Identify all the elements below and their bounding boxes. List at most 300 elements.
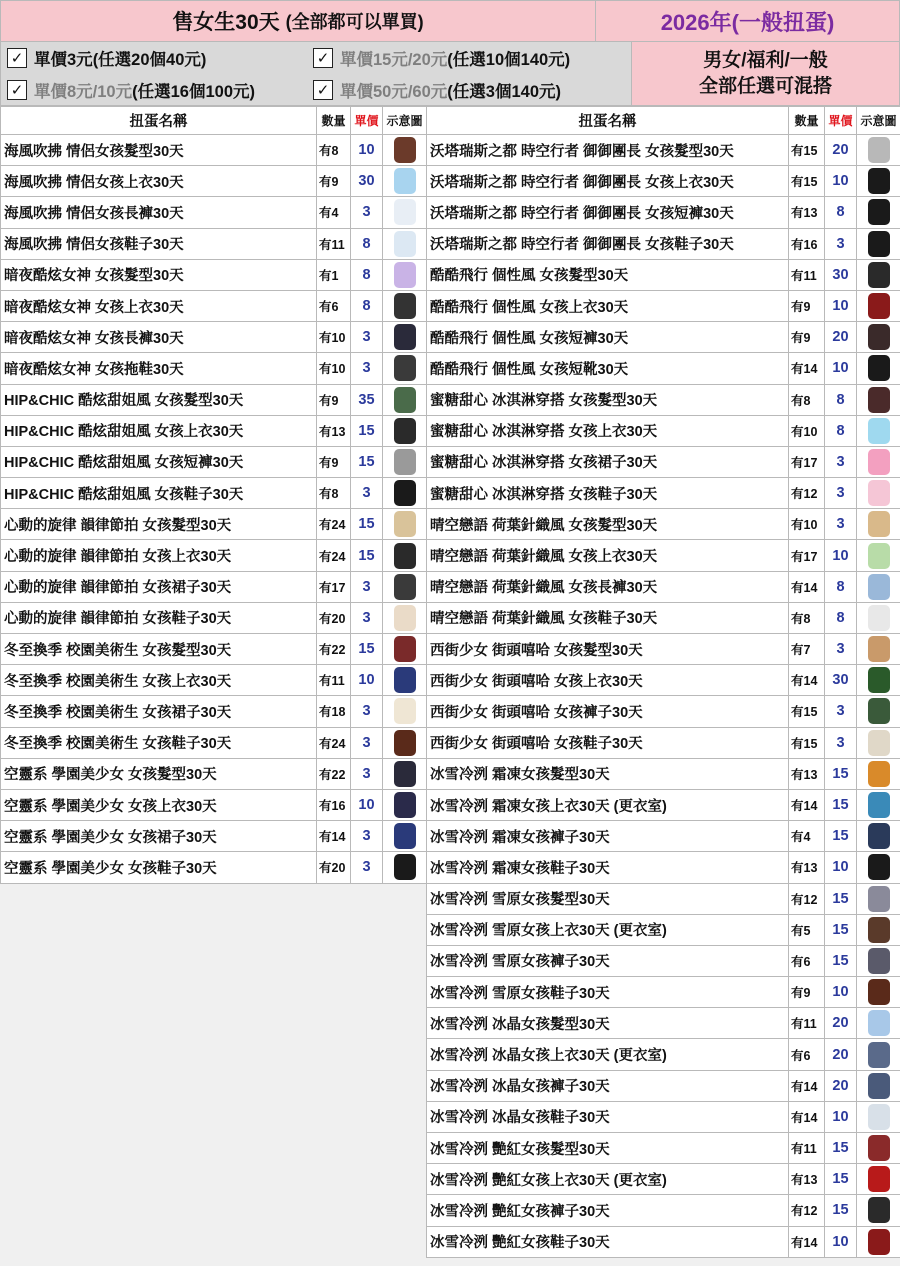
top-icon xyxy=(868,667,890,693)
table-row xyxy=(427,571,900,602)
right-product-table xyxy=(426,106,900,1258)
product-price: 15 xyxy=(825,1133,857,1164)
product-name: 冬至換季 校園美術生 女孩裙子30天 xyxy=(1,696,317,727)
product-price: 10 xyxy=(825,852,857,883)
product-image-cell xyxy=(383,758,427,789)
product-name: 空靈系 學園美少女 女孩上衣30天 xyxy=(1,789,317,820)
price-section xyxy=(0,42,900,106)
product-image-cell xyxy=(857,602,900,633)
product-price: 8 xyxy=(825,602,857,633)
shoes-icon xyxy=(394,605,416,631)
column-header-image: 示意圖 xyxy=(857,107,900,135)
product-qty: 有14 xyxy=(789,1101,825,1132)
product-name: 西街少女 街頭嘻哈 女孩褲子30天 xyxy=(427,696,789,727)
top-icon xyxy=(868,418,890,444)
product-name: HIP&CHIC 酷炫甜姐風 女孩髮型30天 xyxy=(1,384,317,415)
product-name: HIP&CHIC 酷炫甜姐風 女孩上衣30天 xyxy=(1,415,317,446)
shoes-icon xyxy=(868,231,890,257)
table-row xyxy=(427,1164,900,1195)
product-price: 10 xyxy=(825,353,857,384)
product-image-cell xyxy=(383,228,427,259)
shoes-icon xyxy=(394,854,416,880)
product-qty: 有15 xyxy=(789,696,825,727)
checkbox-icon[interactable]: ✓ xyxy=(313,48,333,68)
table-row xyxy=(427,446,900,477)
table-row xyxy=(427,852,900,883)
top-icon xyxy=(868,792,890,818)
product-price: 3 xyxy=(825,727,857,758)
hairstyle-icon xyxy=(394,636,416,662)
product-name: 晴空戀語 荷葉針織風 女孩髮型30天 xyxy=(427,509,789,540)
table-row xyxy=(427,1070,900,1101)
product-qty: 有11 xyxy=(789,1008,825,1039)
table-row xyxy=(1,727,427,758)
product-price: 3 xyxy=(351,758,383,789)
table-row xyxy=(1,540,427,571)
price-option[interactable] xyxy=(1,42,307,74)
top-icon xyxy=(868,1166,890,1192)
hairstyle-icon xyxy=(868,387,890,413)
product-name: 蜜糖甜心 冰淇淋穿搭 女孩鞋子30天 xyxy=(427,478,789,509)
product-price: 20 xyxy=(825,1070,857,1101)
product-image-cell xyxy=(857,540,900,571)
pants-icon xyxy=(868,1197,890,1223)
product-name: 沃塔瑞斯之都 時空行者 御御團長 女孩上衣30天 xyxy=(427,166,789,197)
product-price: 3 xyxy=(825,634,857,665)
shoes-icon xyxy=(868,605,890,631)
shoes-icon xyxy=(394,231,416,257)
product-qty: 有13 xyxy=(789,197,825,228)
product-qty: 有15 xyxy=(789,166,825,197)
product-qty: 有12 xyxy=(789,1195,825,1226)
product-name: HIP&CHIC 酷炫甜姐風 女孩短褲30天 xyxy=(1,446,317,477)
table-row xyxy=(1,509,427,540)
product-price: 3 xyxy=(825,478,857,509)
table-row xyxy=(427,135,900,166)
price-option[interactable] xyxy=(307,42,633,74)
price-option-label: 單價50元/60元 xyxy=(340,83,448,101)
product-image-cell xyxy=(383,290,427,321)
price-option-label: 單價8元/10元 xyxy=(34,83,133,101)
price-option-detail: (任選3個140元) xyxy=(447,83,561,101)
product-name: 海風吹拂 情侶女孩長褲30天 xyxy=(1,197,317,228)
price-option-detail: (任選20個40元) xyxy=(92,51,207,69)
shoes-icon xyxy=(868,480,890,506)
table-row xyxy=(427,1101,900,1132)
table-row xyxy=(1,602,427,633)
table-row xyxy=(427,789,900,820)
product-qty: 有20 xyxy=(317,602,351,633)
product-qty: 有13 xyxy=(317,415,351,446)
table-row xyxy=(1,821,427,852)
shorts-icon xyxy=(394,449,416,475)
hairstyle-icon xyxy=(394,761,416,787)
hairstyle-icon xyxy=(868,886,890,912)
product-image-cell xyxy=(857,259,900,290)
hairstyle-icon xyxy=(868,1010,890,1036)
table-row xyxy=(427,166,900,197)
product-image-cell xyxy=(857,727,900,758)
hairstyle-icon xyxy=(868,137,890,163)
top-icon xyxy=(868,168,890,194)
product-qty: 有24 xyxy=(317,727,351,758)
product-name: 冰雪冷洌 雪原女孩褲子30天 xyxy=(427,945,789,976)
product-qty: 有14 xyxy=(789,1226,825,1257)
table-row xyxy=(1,322,427,353)
product-name: 冰雪冷洌 霜凍女孩髮型30天 xyxy=(427,758,789,789)
product-name: 心動的旋律 韻律節拍 女孩鞋子30天 xyxy=(1,602,317,633)
product-image-cell xyxy=(383,665,427,696)
product-price: 8 xyxy=(825,415,857,446)
table-row xyxy=(1,634,427,665)
hairstyle-icon xyxy=(868,511,890,537)
product-name: 海風吹拂 情侶女孩上衣30天 xyxy=(1,166,317,197)
product-qty: 有24 xyxy=(317,509,351,540)
product-price: 20 xyxy=(825,1008,857,1039)
product-qty: 有14 xyxy=(789,789,825,820)
product-price: 15 xyxy=(825,945,857,976)
product-price: 10 xyxy=(825,977,857,1008)
product-price: 15 xyxy=(351,540,383,571)
product-image-cell xyxy=(383,197,427,228)
product-price: 30 xyxy=(825,665,857,696)
table-header-row xyxy=(427,107,900,135)
product-qty: 有17 xyxy=(789,540,825,571)
product-image-cell xyxy=(857,135,900,166)
table-row xyxy=(1,415,427,446)
table-row xyxy=(427,228,900,259)
top-icon xyxy=(868,1042,890,1068)
product-qty: 有9 xyxy=(317,446,351,477)
table-row xyxy=(1,789,427,820)
product-price: 3 xyxy=(351,602,383,633)
product-qty: 有8 xyxy=(789,602,825,633)
product-image-cell xyxy=(383,446,427,477)
product-image-cell xyxy=(383,821,427,852)
product-price: 10 xyxy=(351,789,383,820)
product-qty: 有8 xyxy=(317,135,351,166)
pants-icon xyxy=(868,823,890,849)
note-line-2: 全部任選可混搭 xyxy=(698,75,832,97)
product-name: 沃塔瑞斯之都 時空行者 御御團長 女孩髮型30天 xyxy=(427,135,789,166)
table-row xyxy=(427,1008,900,1039)
column-header-qty: 數量 xyxy=(317,107,351,135)
product-image-cell xyxy=(383,509,427,540)
product-image-cell xyxy=(383,602,427,633)
boots-icon xyxy=(868,355,890,381)
product-price: 20 xyxy=(825,1039,857,1070)
product-qty: 有7 xyxy=(789,634,825,665)
table-row xyxy=(1,166,427,197)
top-icon xyxy=(868,917,890,943)
product-name: 酷酷飛行 個性風 女孩上衣30天 xyxy=(427,290,789,321)
table-row xyxy=(427,1133,900,1164)
title-subtitle: (全部都可以單買) xyxy=(285,12,424,32)
note-line-1: 男女/福利/一般 xyxy=(703,49,828,71)
price-option-detail: (任選10個140元) xyxy=(447,51,571,69)
product-qty: 有17 xyxy=(789,446,825,477)
product-name: 海風吹拂 情侶女孩鞋子30天 xyxy=(1,228,317,259)
table-row xyxy=(427,758,900,789)
price-option[interactable] xyxy=(307,74,633,106)
product-image-cell xyxy=(857,384,900,415)
product-qty: 有14 xyxy=(789,353,825,384)
price-option[interactable] xyxy=(1,74,307,106)
product-name: 冰雪冷洌 雪原女孩髮型30天 xyxy=(427,883,789,914)
product-price: 10 xyxy=(825,166,857,197)
product-price: 3 xyxy=(351,727,383,758)
top-icon xyxy=(394,293,416,319)
shoes-icon xyxy=(394,480,416,506)
product-price: 8 xyxy=(351,290,383,321)
shoes-icon xyxy=(868,1104,890,1130)
table-row xyxy=(427,634,900,665)
checkbox-icon[interactable]: ✓ xyxy=(313,80,333,100)
table-row xyxy=(427,197,900,228)
product-name: 冰雪冷洌 霜凍女孩鞋子30天 xyxy=(427,852,789,883)
product-qty: 有12 xyxy=(789,478,825,509)
product-name: 空靈系 學園美少女 女孩髮型30天 xyxy=(1,758,317,789)
table-row xyxy=(1,852,427,883)
year-label: 2026年(一般扭蛋) xyxy=(596,0,900,42)
product-price: 15 xyxy=(351,634,383,665)
product-qty: 有18 xyxy=(317,696,351,727)
product-name: 冰雪冷洌 冰晶女孩上衣30天 (更衣室) xyxy=(427,1039,789,1070)
product-price: 15 xyxy=(825,821,857,852)
table-row xyxy=(1,384,427,415)
product-price: 10 xyxy=(825,1226,857,1257)
product-name: 冬至換季 校園美術生 女孩鞋子30天 xyxy=(1,727,317,758)
product-qty: 有9 xyxy=(789,322,825,353)
product-price: 8 xyxy=(825,384,857,415)
product-image-cell xyxy=(857,353,900,384)
product-qty: 有10 xyxy=(789,509,825,540)
product-qty: 有14 xyxy=(317,821,351,852)
shoes-icon xyxy=(394,355,416,381)
skirt-icon xyxy=(394,823,416,849)
product-image-cell xyxy=(857,789,900,820)
table-row xyxy=(427,1039,900,1070)
product-qty: 有16 xyxy=(789,228,825,259)
product-price: 3 xyxy=(825,446,857,477)
product-qty: 有1 xyxy=(317,259,351,290)
pants-icon xyxy=(868,574,890,600)
top-icon xyxy=(394,667,416,693)
table-row xyxy=(427,478,900,509)
product-qty: 有16 xyxy=(317,789,351,820)
product-price: 10 xyxy=(825,1101,857,1132)
product-name: 冰雪冷洌 雪原女孩鞋子30天 xyxy=(427,977,789,1008)
table-row xyxy=(1,259,427,290)
product-price: 3 xyxy=(825,228,857,259)
pants-icon xyxy=(394,324,416,350)
pants-icon xyxy=(868,1073,890,1099)
product-qty: 有15 xyxy=(789,727,825,758)
product-name: 冰雪冷洌 艷紅女孩髮型30天 xyxy=(427,1133,789,1164)
product-name: 冰雪冷洌 霜凍女孩上衣30天 (更衣室) xyxy=(427,789,789,820)
table-row xyxy=(1,353,427,384)
product-image-cell xyxy=(857,1070,900,1101)
product-price: 3 xyxy=(825,509,857,540)
table-row xyxy=(427,945,900,976)
table-row xyxy=(1,696,427,727)
product-qty: 有22 xyxy=(317,634,351,665)
product-price: 3 xyxy=(351,696,383,727)
product-image-cell xyxy=(383,322,427,353)
table-row xyxy=(427,322,900,353)
product-image-cell xyxy=(857,977,900,1008)
title-text: 售女生30天 xyxy=(172,11,280,34)
column-header-price: 單價 xyxy=(351,107,383,135)
product-image-cell xyxy=(857,1226,900,1257)
product-name: 心動的旋律 韻律節拍 女孩上衣30天 xyxy=(1,540,317,571)
product-image-cell xyxy=(857,1133,900,1164)
skirt-icon xyxy=(868,449,890,475)
column-header-image: 示意圖 xyxy=(383,107,427,135)
product-name: 晴空戀語 荷葉針織風 女孩鞋子30天 xyxy=(427,602,789,633)
product-tables xyxy=(0,106,900,1266)
product-price: 3 xyxy=(351,353,383,384)
boots-icon xyxy=(868,1229,890,1255)
product-name: 酷酷飛行 個性風 女孩短褲30天 xyxy=(427,322,789,353)
column-header-name: 扭蛋名稱 xyxy=(427,107,789,135)
product-image-cell xyxy=(383,727,427,758)
product-name: 酷酷飛行 個性風 女孩短靴30天 xyxy=(427,353,789,384)
table-row xyxy=(1,228,427,259)
product-image-cell xyxy=(857,290,900,321)
product-image-cell xyxy=(383,540,427,571)
top-icon xyxy=(868,293,890,319)
product-qty: 有4 xyxy=(789,821,825,852)
table-row xyxy=(1,197,427,228)
product-price: 15 xyxy=(351,415,383,446)
product-price: 10 xyxy=(351,665,383,696)
product-name: 西街少女 街頭嘻哈 女孩鞋子30天 xyxy=(427,727,789,758)
product-image-cell xyxy=(857,696,900,727)
product-image-cell xyxy=(383,166,427,197)
table-header-row xyxy=(1,107,427,135)
product-price: 15 xyxy=(825,1195,857,1226)
price-option-detail: (任選16個100元) xyxy=(132,83,255,101)
product-price: 15 xyxy=(825,1164,857,1195)
shorts-icon xyxy=(868,324,890,350)
product-name: 晴空戀語 荷葉針織風 女孩上衣30天 xyxy=(427,540,789,571)
product-qty: 有15 xyxy=(789,135,825,166)
product-name: 空靈系 學園美少女 女孩鞋子30天 xyxy=(1,852,317,883)
product-qty: 有9 xyxy=(317,166,351,197)
product-price: 8 xyxy=(351,228,383,259)
product-image-cell xyxy=(383,571,427,602)
product-image-cell xyxy=(857,945,900,976)
product-name: 蜜糖甜心 冰淇淋穿搭 女孩上衣30天 xyxy=(427,415,789,446)
product-name: 暗夜酷炫女神 女孩長褲30天 xyxy=(1,322,317,353)
pants-icon xyxy=(394,199,416,225)
product-qty: 有5 xyxy=(789,914,825,945)
table-row xyxy=(1,290,427,321)
hairstyle-icon xyxy=(868,761,890,787)
shoes-icon xyxy=(394,730,416,756)
product-qty: 有14 xyxy=(789,1070,825,1101)
table-row xyxy=(427,602,900,633)
column-header-name: 扭蛋名稱 xyxy=(1,107,317,135)
product-image-cell xyxy=(857,415,900,446)
table-row xyxy=(1,446,427,477)
product-name: 蜜糖甜心 冰淇淋穿搭 女孩裙子30天 xyxy=(427,446,789,477)
hairstyle-icon xyxy=(394,511,416,537)
product-price: 15 xyxy=(825,914,857,945)
table-row xyxy=(427,914,900,945)
table-row xyxy=(427,415,900,446)
product-price: 15 xyxy=(825,883,857,914)
table-row xyxy=(427,727,900,758)
product-image-cell xyxy=(857,571,900,602)
product-price: 20 xyxy=(825,322,857,353)
product-qty: 有9 xyxy=(317,384,351,415)
product-name: 暗夜酷炫女神 女孩拖鞋30天 xyxy=(1,353,317,384)
shorts-icon xyxy=(868,199,890,225)
product-qty: 有14 xyxy=(789,665,825,696)
product-qty: 有13 xyxy=(789,1164,825,1195)
product-name: 酷酷飛行 個性風 女孩髮型30天 xyxy=(427,259,789,290)
product-qty: 有8 xyxy=(317,478,351,509)
product-price: 35 xyxy=(351,384,383,415)
checkbox-icon[interactable]: ✓ xyxy=(7,80,27,100)
product-qty: 有8 xyxy=(789,384,825,415)
table-row xyxy=(427,509,900,540)
product-name: 冰雪冷洌 艷紅女孩上衣30天 (更衣室) xyxy=(427,1164,789,1195)
product-image-cell xyxy=(857,821,900,852)
product-price: 10 xyxy=(351,135,383,166)
checkbox-icon[interactable]: ✓ xyxy=(7,48,27,68)
table-row xyxy=(1,135,427,166)
top-icon xyxy=(394,792,416,818)
price-options xyxy=(0,42,632,106)
product-image-cell xyxy=(857,634,900,665)
product-image-cell xyxy=(383,634,427,665)
product-image-cell xyxy=(383,696,427,727)
product-name: 暗夜酷炫女神 女孩髮型30天 xyxy=(1,259,317,290)
top-icon xyxy=(394,543,416,569)
product-name: 西街少女 街頭嘻哈 女孩上衣30天 xyxy=(427,665,789,696)
product-qty: 有22 xyxy=(317,758,351,789)
product-image-cell xyxy=(857,509,900,540)
hairstyle-icon xyxy=(868,636,890,662)
product-price: 3 xyxy=(825,696,857,727)
product-image-cell xyxy=(857,1039,900,1070)
hairstyle-icon xyxy=(394,387,416,413)
product-name: 冰雪冷洌 霜凍女孩褲子30天 xyxy=(427,821,789,852)
product-price: 15 xyxy=(351,509,383,540)
product-name: 冰雪冷洌 艷紅女孩鞋子30天 xyxy=(427,1226,789,1257)
column-header-qty: 數量 xyxy=(789,107,825,135)
product-name: 冬至換季 校園美術生 女孩上衣30天 xyxy=(1,665,317,696)
product-qty: 有11 xyxy=(317,228,351,259)
product-qty: 有9 xyxy=(789,977,825,1008)
product-name: 冰雪冷洌 冰晶女孩褲子30天 xyxy=(427,1070,789,1101)
table-row xyxy=(427,883,900,914)
product-image-cell xyxy=(857,478,900,509)
product-image-cell xyxy=(383,415,427,446)
top-icon xyxy=(394,168,416,194)
product-price: 3 xyxy=(351,571,383,602)
product-image-cell xyxy=(857,1008,900,1039)
product-qty: 有10 xyxy=(789,415,825,446)
table-row xyxy=(427,290,900,321)
pants-icon xyxy=(868,698,890,724)
product-image-cell xyxy=(383,259,427,290)
product-name: 空靈系 學園美少女 女孩裙子30天 xyxy=(1,821,317,852)
product-name: 晴空戀語 荷葉針織風 女孩長褲30天 xyxy=(427,571,789,602)
